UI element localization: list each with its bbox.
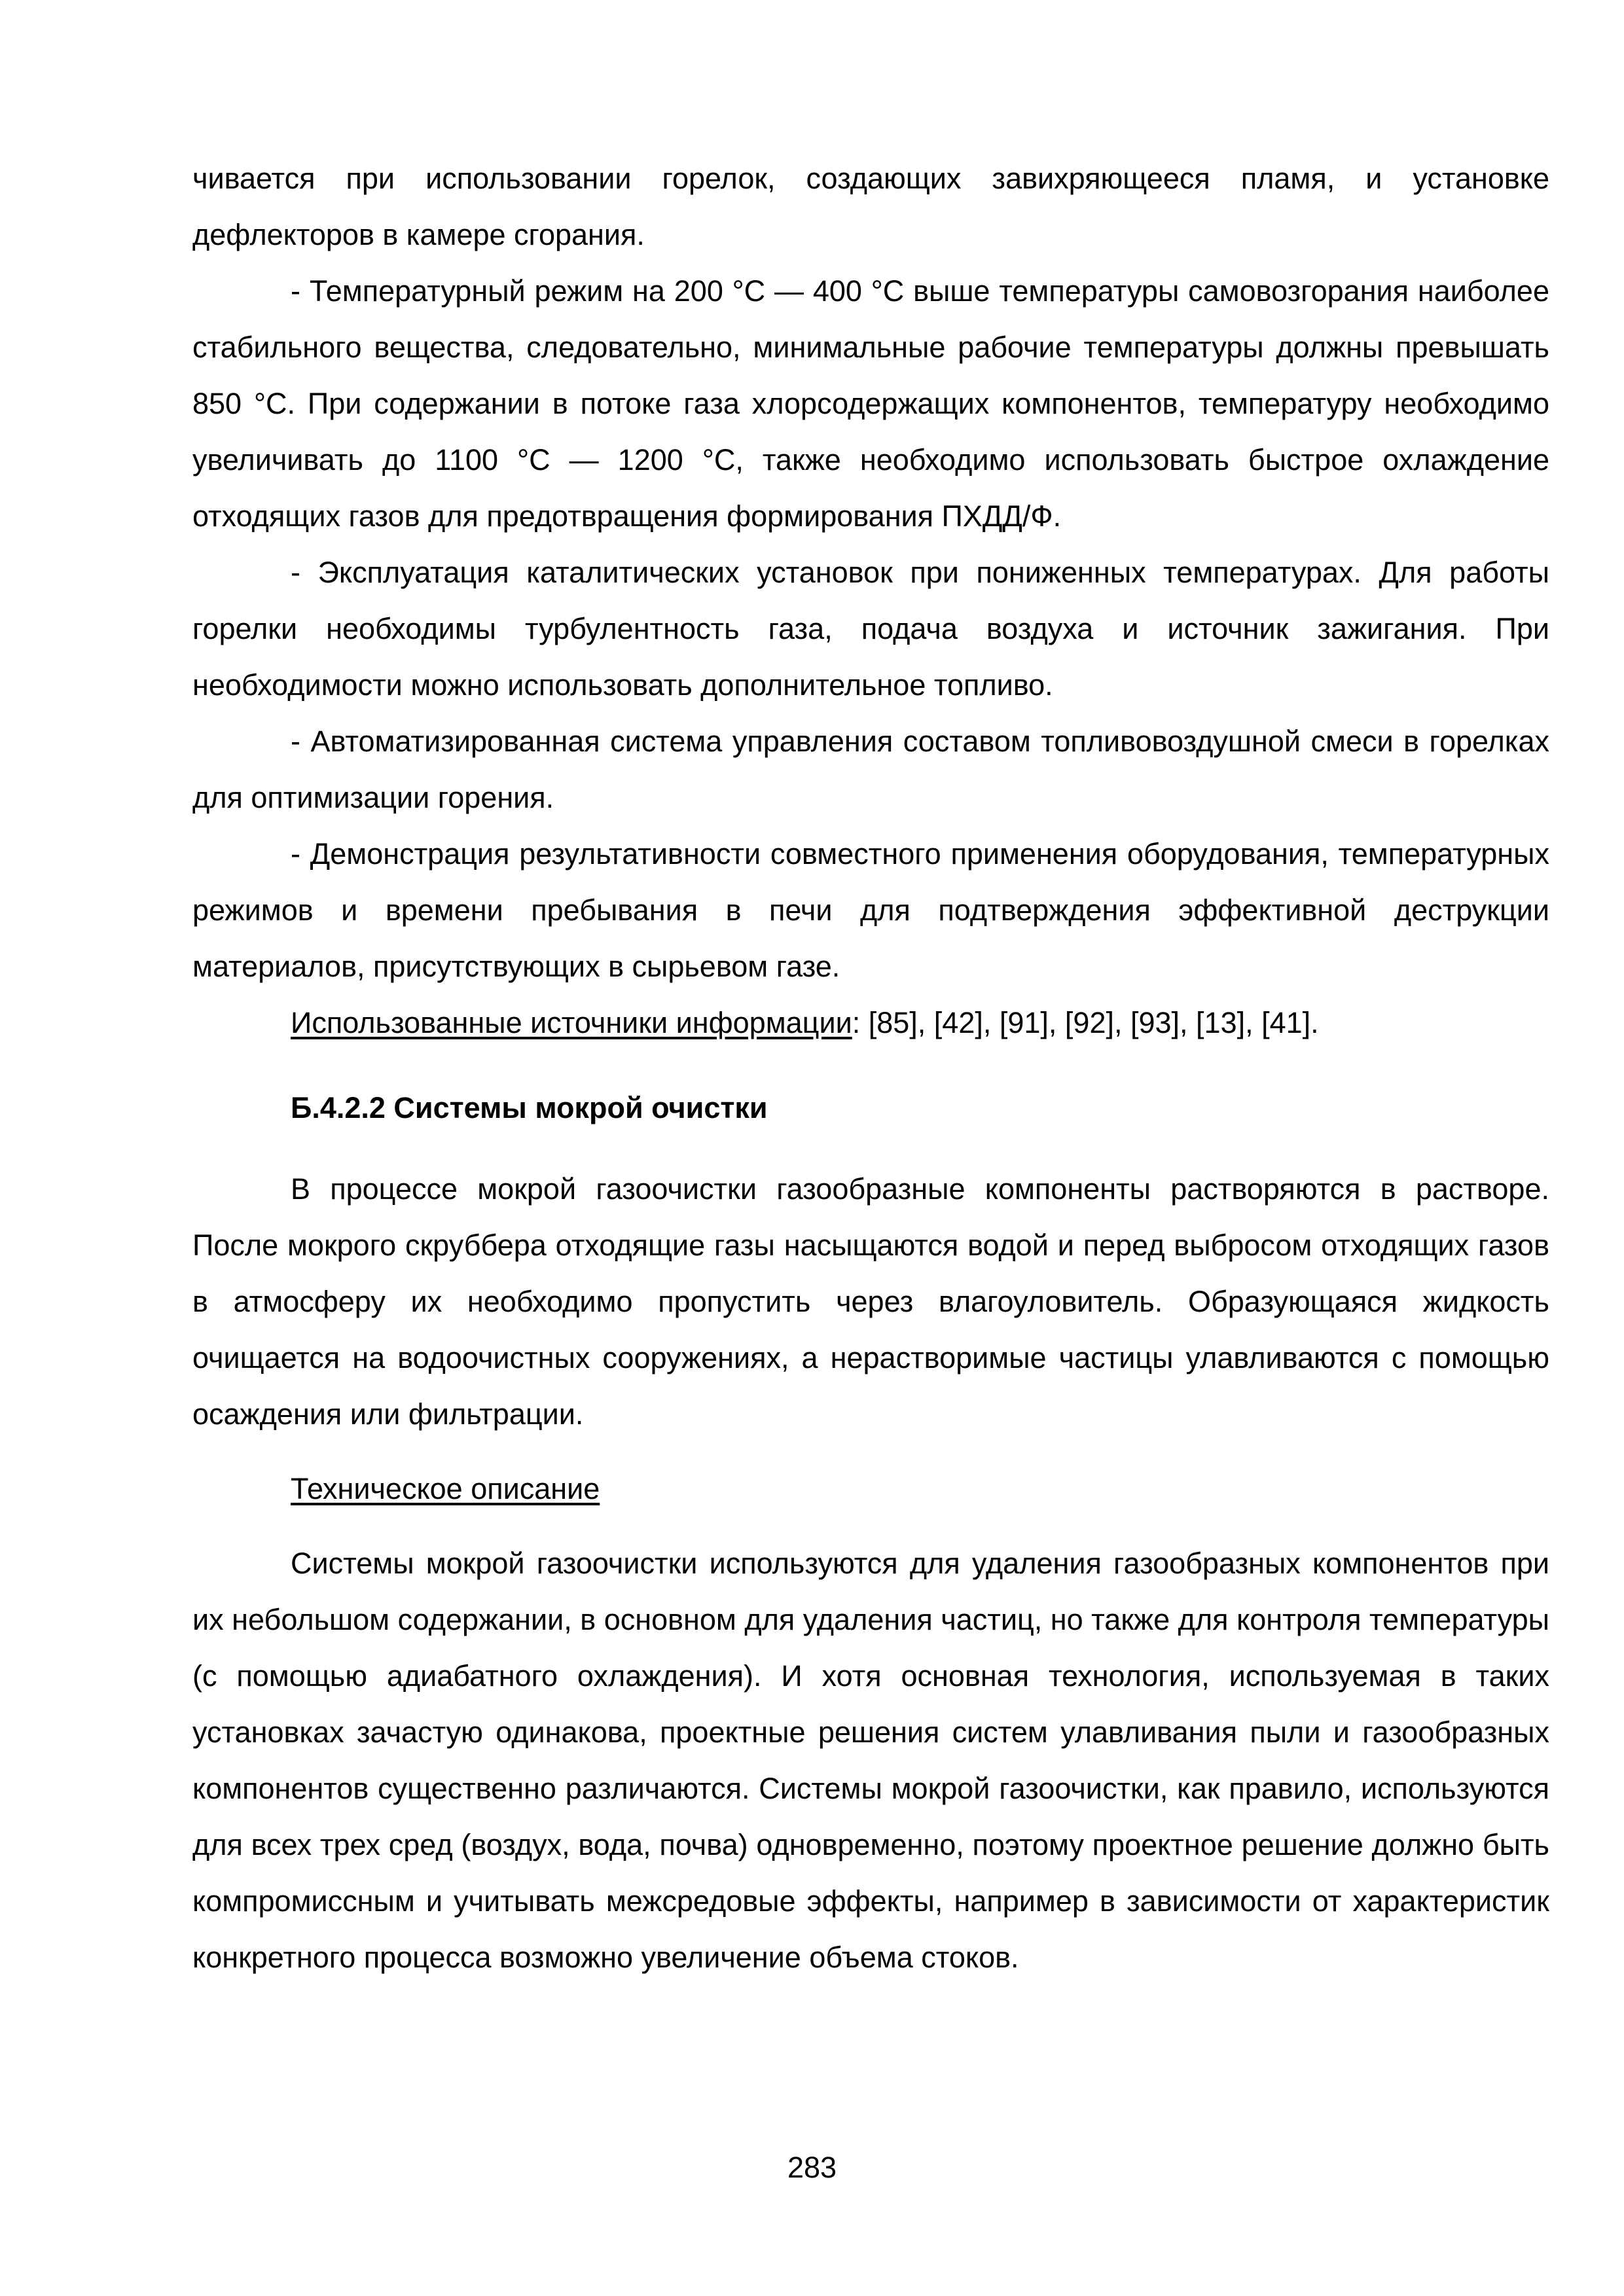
subheading-label: Техническое описание [291, 1472, 600, 1505]
paragraph-demonstration: - Демонстрация результативности совместного применения оборудования, температурных режимов и времени пребывания в печи для подтверждения эффективной деструкции материалов, присутствующих в сырьевом газе. [192, 837, 1549, 983]
paragraph-catalytic-operation: - Эксплуатация каталитических установок при пониженных температурах. Для работы горелки необходимы турбулентность газа, подача воздуха и источник зажигания. При необходимости можно использовать дополнительное топливо. [192, 556, 1549, 702]
sources-label: Использованные источники информации [291, 1006, 852, 1039]
paragraph-temperature-regime: - Температурный режим на 200 °С — 400 °С выше температуры самовозгорания наиболее стабильного вещества, следовательно, минимальные рабочие температуры должны превышать 850 °С. При содержании в потоке газа хлорсодержащих компонентов, температуру необходимо увеличивать до 1100 °С — 1200 °С, также необходимо использовать быстрое охлаждение отходящих газов для предотвращения формирования ПХДД/Ф. [192, 274, 1549, 533]
section-heading: Б.4.2.2 Системы мокрой очистки [291, 1091, 768, 1124]
page-number: 283 [787, 2151, 837, 2184]
paragraph-technical-description: Системы мокрой газоочистки используются для удаления газообразных компонентов при их небольшом содержании, в основном для удаления частиц, но также для контроля температуры (с помощью адиабатного охлаждения). И хотя основная технология, используемая в таких установках зачастую одинакова, проектные решения систем улавливания пыли и газообразных компонентов существенно различаются. Системы мокрой газоочистки, как правило, используются для всех трех сред (воздух, вода, почва) одновременно, поэтому проектное решение должно быть компромиссным и учитывать межсредовые эффекты, например в зависимости от характеристик конкретного процесса возможно увеличение объема стоков. [192, 1547, 1549, 1974]
sources-refs: : [85], [42], [91], [92], [93], [13], [41]. [852, 1006, 1319, 1039]
sources-line [192, 995, 1549, 1051]
paragraph-wet-scrubbing-intro: В процессе мокрой газоочистки газообразные компоненты растворяются в растворе. После мокрого скруббера отходящие газы насыщаются водой и перед выбросом отходящих газов в атмосферу их необходимо пропустить через влагоуловитель. Образующаяся жидкость очищается на водоочистных сооружениях, а нерастворимые частицы улавливаются с помощью осаждения или фильтрации. [192, 1172, 1549, 1431]
text-body [192, 151, 1549, 1986]
paragraph-continuation: чивается при использовании горелок, создающих завихряющееся пламя, и установке дефлекторов в камере сгорания. [192, 162, 1549, 251]
subheading-technical-description [192, 1461, 1549, 1517]
paragraph-automated-control: - Автоматизированная система управления составом топливовоздушной смеси в горелках для оптимизации горения. [192, 725, 1549, 814]
